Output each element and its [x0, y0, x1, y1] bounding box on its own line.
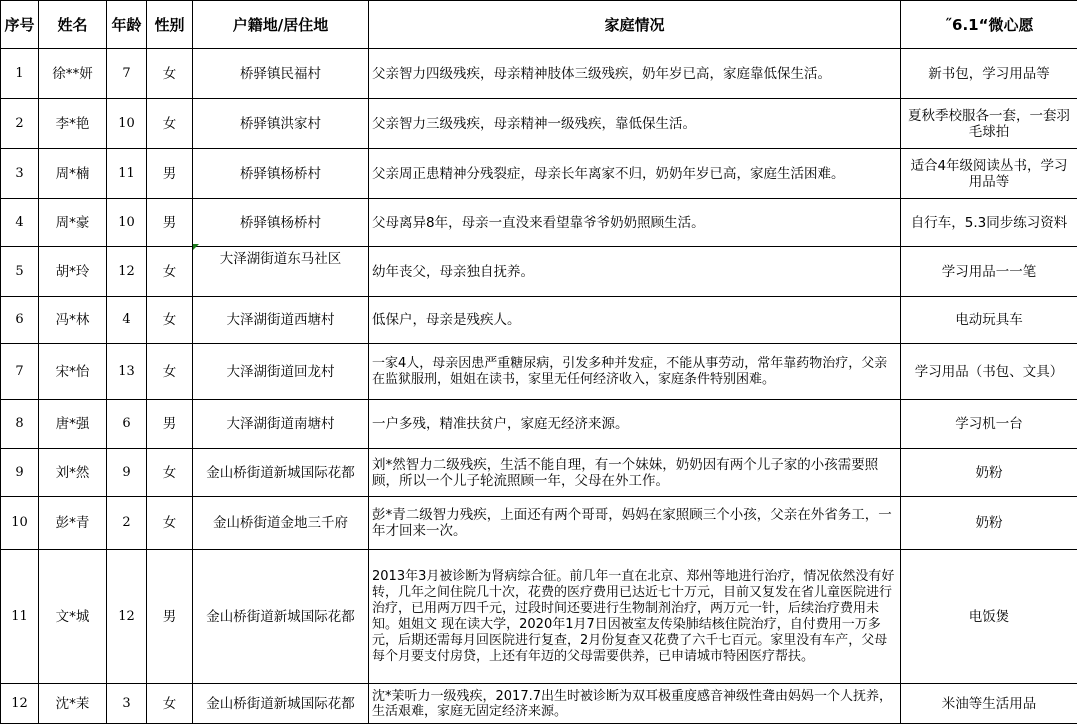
cell-gender: 男 — [147, 149, 193, 199]
cell-name: 冯*林 — [39, 297, 107, 344]
cell-age: 10 — [107, 99, 147, 149]
cell-family: 彭*青二级智力残疾，上面还有两个哥哥，妈妈在家照顾三个小孩，父亲在外省务工，一年才回来一次。 — [369, 497, 901, 550]
cell-age: 2 — [107, 497, 147, 550]
cell-residence: 桥驿镇洪家村 — [193, 99, 369, 149]
table-row — [1, 344, 1077, 400]
cell-gender: 女 — [147, 684, 193, 724]
cell-age: 12 — [107, 247, 147, 297]
cell-name: 李*艳 — [39, 99, 107, 149]
cell-gender: 女 — [147, 247, 193, 297]
header-no: 序号 — [1, 1, 39, 49]
cell-name: 周*豪 — [39, 199, 107, 247]
header-age: 年龄 — [107, 1, 147, 49]
cell-no: 7 — [1, 344, 39, 400]
header-gender: 性别 — [147, 1, 193, 49]
cell-age: 6 — [107, 400, 147, 449]
cell-age: 10 — [107, 199, 147, 247]
cell-wish: 奶粉 — [901, 449, 1077, 497]
cell-age: 4 — [107, 297, 147, 344]
cell-residence: 桥驿镇杨桥村 — [193, 199, 369, 247]
cell-gender: 女 — [147, 297, 193, 344]
cell-gender: 男 — [147, 550, 193, 684]
cell-name: 文*城 — [39, 550, 107, 684]
cell-residence: 大泽湖街道南塘村 — [193, 400, 369, 449]
cell-age: 3 — [107, 684, 147, 724]
cell-wish: 自行车，5.3同步练习资料 — [901, 199, 1077, 247]
cell-gender: 女 — [147, 449, 193, 497]
cell-family: 一户多残，精准扶贫户，家庭无经济来源。 — [369, 400, 901, 449]
cell-gender: 女 — [147, 344, 193, 400]
cell-residence: 金山桥街道新城国际花都 — [193, 449, 369, 497]
cell-family: 父亲周正患精神分残裂症，母亲长年离家不归，奶奶年岁已高，家庭生活困难。 — [369, 149, 901, 199]
cell-no: 9 — [1, 449, 39, 497]
cell-no: 3 — [1, 149, 39, 199]
cell-name: 刘*然 — [39, 449, 107, 497]
table-row — [1, 99, 1077, 149]
cell-family: 沈*茉听力一级残疾，2017.7出生时被诊断为双耳极重度感音神级性聋由妈妈一个人抚养，生活艰难，家庭无固定经济来源。 — [369, 684, 901, 724]
cell-wish: 米油等生活用品 — [901, 684, 1077, 724]
cell-name: 沈*茉 — [39, 684, 107, 724]
cell-residence: 金山桥街道新城国际花都 — [193, 684, 369, 724]
table-row — [1, 684, 1077, 724]
cell-family: 父亲智力四级残疾，母亲精神肢体三级残疾，奶年岁已高，家庭靠低保生活。 — [369, 49, 901, 99]
table-row — [1, 297, 1077, 344]
table-row — [1, 149, 1077, 199]
cell-no: 12 — [1, 684, 39, 724]
cell-family: 低保户，母亲是残疾人。 — [369, 297, 901, 344]
cell-family: 父母离异8年，母亲一直没来看望靠爷爷奶奶照顾生活。 — [369, 199, 901, 247]
cell-gender: 男 — [147, 199, 193, 247]
table-row — [1, 49, 1077, 99]
cell-name: 唐*强 — [39, 400, 107, 449]
cell-residence: 桥驿镇杨桥村 — [193, 149, 369, 199]
cell-no: 1 — [1, 49, 39, 99]
cell-wish: 学习用品（书包、文具） — [901, 344, 1077, 400]
cell-no: 4 — [1, 199, 39, 247]
cell-gender: 男 — [147, 400, 193, 449]
cell-comment-marker — [193, 244, 199, 250]
cell-name: 胡*玲 — [39, 247, 107, 297]
cell-wish: 学习机一台 — [901, 400, 1077, 449]
cell-no: 6 — [1, 297, 39, 344]
cell-age: 12 — [107, 550, 147, 684]
table-row — [1, 449, 1077, 497]
cell-no: 10 — [1, 497, 39, 550]
cell-wish: 奶粉 — [901, 497, 1077, 550]
cell-wish: 适合4年级阅读丛书，学习用品等 — [901, 149, 1077, 199]
table-row — [1, 247, 1077, 297]
header-residence: 户籍地/居住地 — [193, 1, 369, 49]
header-row — [1, 1, 1077, 49]
cell-age: 13 — [107, 344, 147, 400]
cell-residence: 大泽湖街道西塘村 — [193, 297, 369, 344]
cell-gender: 女 — [147, 49, 193, 99]
cell-residence: 桥驿镇民福村 — [193, 49, 369, 99]
cell-wish: 新书包，学习用品等 — [901, 49, 1077, 99]
cell-family: 刘*然智力二级残疾，生活不能自理，有一个妹妹，奶奶因有两个儿子家的小孩需要照顾，所以一个儿子轮流照顾一年，父母在外工作。 — [369, 449, 901, 497]
header-wish: ˝6.1“微心愿 — [901, 1, 1077, 49]
cell-residence: 金山桥街道金地三千府 — [193, 497, 369, 550]
cell-name: 宋*怡 — [39, 344, 107, 400]
table-row — [1, 400, 1077, 449]
table-row — [1, 550, 1077, 684]
cell-gender: 女 — [147, 497, 193, 550]
header-family: 家庭情况 — [369, 1, 901, 49]
cell-family: 2013年3月被诊断为肾病综合征。前几年一直在北京、郑州等地进行治疗，情况依然没有好转，几年之间住院几十次，花费的医疗费用已达近七十万元，目前又复发在省儿童医院进行治疗，已用两万四千元，过段时间还要进行生物制剂治疗，两万元一针，后续治疗费用未知。姐姐文 现在读大学，2020年1月7日因被室友传染肺结核住院治疗，自付费用一万多元，后期还需每月回医院进行复查，2月份复查又花费了六千七百元。家里没有车产，父母每个月要支付房贷，上还有年迈的父母需要供养，已申请城市特困医疗帮扶。 — [369, 550, 901, 684]
cell-name: 周*楠 — [39, 149, 107, 199]
table-row — [1, 497, 1077, 550]
cell-age: 9 — [107, 449, 147, 497]
cell-no: 11 — [1, 550, 39, 684]
cell-family: 一家4人，母亲因患严重糖尿病，引发多种并发症，不能从事劳动，常年靠药物治疗，父亲在监狱服刑，姐姐在读书，家里无任何经济收入，家庭条件特别困难。 — [369, 344, 901, 400]
cell-family: 幼年丧父，母亲独自抚养。 — [369, 247, 901, 297]
cell-gender: 女 — [147, 99, 193, 149]
table-row — [1, 199, 1077, 247]
cell-wish: 电动玩具车 — [901, 297, 1077, 344]
cell-name: 徐**妍 — [39, 49, 107, 99]
cell-residence: 大泽湖街道东马社区 — [193, 247, 369, 297]
cell-no: 5 — [1, 247, 39, 297]
header-name: 姓名 — [39, 1, 107, 49]
cell-no: 8 — [1, 400, 39, 449]
cell-wish: 夏秋季校服各一套，一套羽毛球拍 — [901, 99, 1077, 149]
cell-age: 7 — [107, 49, 147, 99]
cell-no: 2 — [1, 99, 39, 149]
cell-wish: 学习用品一一笔 — [901, 247, 1077, 297]
cell-age: 11 — [107, 149, 147, 199]
cell-name: 彭*青 — [39, 497, 107, 550]
cell-family: 父亲智力三级残疾，母亲精神一级残疾，靠低保生活。 — [369, 99, 901, 149]
cell-residence: 大泽湖街道回龙村 — [193, 344, 369, 400]
cell-residence: 金山桥街道新城国际花都 — [193, 550, 369, 684]
cell-wish: 电饭煲 — [901, 550, 1077, 684]
